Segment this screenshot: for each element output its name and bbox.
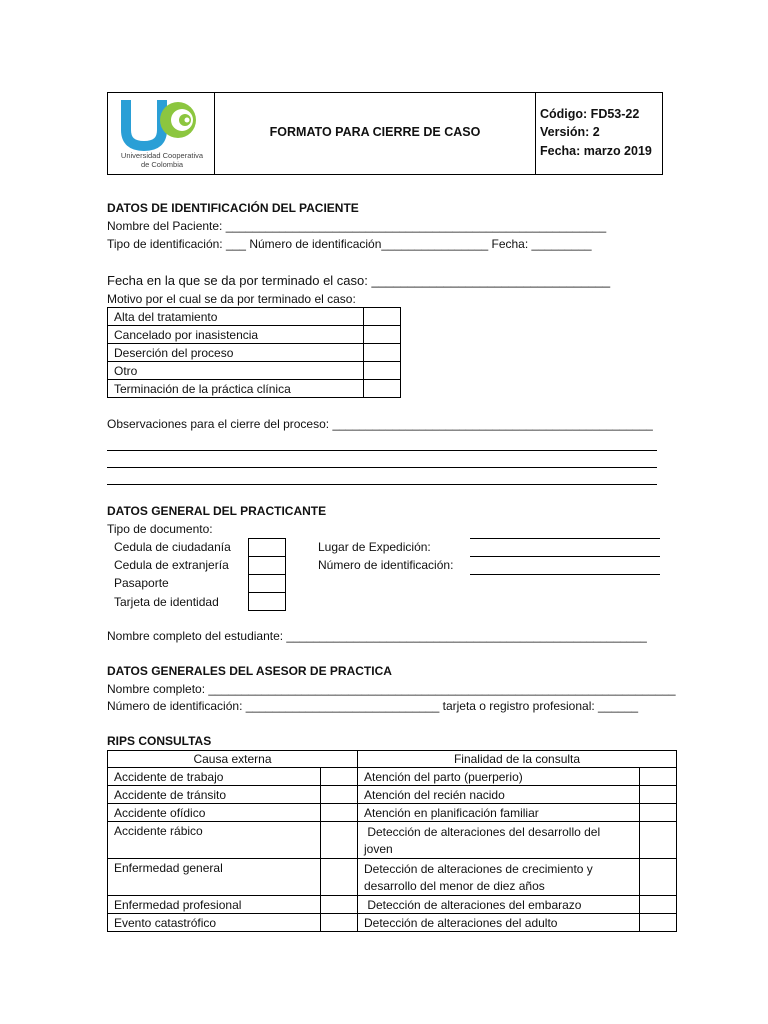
case-end-date-field[interactable]: Fecha en la que se da por terminado el caso: _________________________________	[107, 273, 611, 288]
expedition-place-line[interactable]	[470, 556, 660, 557]
university-logo	[114, 96, 210, 172]
form-title: FORMATO PARA CIERRE DE CASO	[269, 125, 481, 139]
practicante-heading: DATOS GENERAL DEL PRACTICANTE	[107, 504, 327, 518]
doc-type-label: Tipo de documento:	[107, 522, 213, 536]
reason-label: Motivo por el cual se da por terminado el caso:	[107, 292, 356, 306]
doc-option-label: Cedula de ciudadanía	[114, 540, 231, 554]
reason-checkbox[interactable]	[364, 344, 401, 362]
form-version: Versión: 2	[540, 125, 600, 139]
reason-label-cell: Otro	[108, 362, 364, 380]
rips-finalidad-line2: joven	[364, 842, 393, 856]
rips-finalidad-check[interactable]	[640, 822, 677, 859]
doc-option-label: Cedula de extranjería	[114, 558, 229, 572]
rips-causa-check[interactable]	[321, 822, 358, 859]
rips-causa-check[interactable]	[321, 914, 358, 932]
asesor-id-field[interactable]: Número de identificación: _____________________________ tarjeta o registro profesional: ______	[107, 699, 639, 713]
rips-finalidad-line1: Detección de alteraciones de crecimiento y	[364, 862, 593, 876]
id-number-label: Número de identificación:	[318, 558, 454, 572]
rips-finalidad: Atención en planificación familiar	[358, 804, 640, 822]
logo-text-2: de Colombia	[140, 160, 184, 169]
rips-finalidad-check[interactable]	[640, 768, 677, 786]
id-number-line[interactable]	[470, 574, 660, 575]
doc-option-label: Pasaporte	[114, 576, 169, 590]
doc-checkbox[interactable]	[248, 574, 286, 593]
rips-finalidad-line1: Detección de alteraciones del desarrollo del	[364, 825, 601, 839]
rips-col-causa: Causa externa	[108, 751, 358, 768]
observations-line[interactable]	[107, 467, 657, 468]
header-box	[107, 92, 663, 175]
reason-checkbox[interactable]	[364, 308, 401, 326]
rips-causa-check[interactable]	[321, 768, 358, 786]
rips-heading: RIPS CONSULTAS	[107, 734, 212, 748]
reason-checkbox[interactable]	[364, 362, 401, 380]
asesor-heading: DATOS GENERALES DEL ASESOR DE PRACTICA	[107, 664, 392, 678]
form-code: Código: FD53-22	[540, 107, 640, 121]
rips-causa: Evento catastrófico	[108, 914, 321, 932]
rips-finalidad: Detección de alteraciones del adulto	[358, 914, 640, 932]
rips-causa: Accidente ofídico	[108, 804, 321, 822]
rips-causa: Enfermedad profesional	[108, 896, 321, 914]
rips-finalidad-check[interactable]	[640, 859, 677, 896]
doc-option-label: Tarjeta de identidad	[114, 595, 219, 609]
rips-causa: Enfermedad general	[108, 859, 321, 896]
rips-causa-check[interactable]	[321, 859, 358, 896]
reason-checkbox[interactable]	[364, 326, 401, 344]
patient-name-field[interactable]: Nombre del Paciente: _________________________________________________________	[107, 219, 607, 233]
rips-causa: Accidente rábico	[108, 822, 321, 859]
form-date: Fecha: marzo 2019	[540, 144, 652, 158]
logo-text-1: Universidad Cooperativa	[120, 151, 204, 160]
rips-col-finalidad: Finalidad de la consulta	[358, 751, 677, 768]
rips-finalidad: Detección de alteraciones del embarazo	[358, 896, 640, 914]
doc-checkbox[interactable]	[248, 592, 286, 611]
doc-checkbox[interactable]	[248, 538, 286, 557]
reason-checkbox[interactable]	[364, 380, 401, 398]
practicante-line[interactable]	[470, 538, 660, 539]
expedition-place-label: Lugar de Expedición:	[318, 540, 431, 554]
reason-label-cell: Cancelado por inasistencia	[108, 326, 364, 344]
rips-finalidad: Atención del parto (puerperio)	[358, 768, 640, 786]
observations-line[interactable]	[107, 484, 657, 485]
reason-table	[107, 307, 401, 398]
rips-finalidad-check[interactable]	[640, 804, 677, 822]
rips-finalidad-multiline	[358, 859, 640, 896]
observations-line[interactable]	[107, 450, 657, 451]
patient-heading: DATOS DE IDENTIFICACIÓN DEL PACIENTE	[107, 201, 359, 215]
doc-checkbox[interactable]	[248, 556, 286, 575]
rips-finalidad-check[interactable]	[640, 896, 677, 914]
rips-causa: Accidente de tránsito	[108, 786, 321, 804]
rips-causa-check[interactable]	[321, 804, 358, 822]
asesor-name-field[interactable]: Nombre completo: ______________________________________________________________________	[107, 682, 676, 696]
rips-table	[107, 750, 677, 932]
rips-causa-check[interactable]	[321, 896, 358, 914]
rips-finalidad-multiline	[358, 822, 640, 859]
rips-finalidad: Atención del recién nacido	[358, 786, 640, 804]
rips-finalidad-line2: desarrollo del menor de diez años	[364, 879, 545, 893]
patient-id-field[interactable]: Tipo de identificación: ___ Número de identificación________________ Fecha: _________	[107, 237, 592, 251]
rips-causa-check[interactable]	[321, 786, 358, 804]
reason-label-cell: Deserción del proceso	[108, 344, 364, 362]
rips-finalidad-check[interactable]	[640, 914, 677, 932]
rips-causa: Accidente de trabajo	[108, 768, 321, 786]
student-name-field[interactable]: Nombre completo del estudiante: ______________________________________________________	[107, 629, 647, 643]
reason-label-cell: Terminación de la práctica clínica	[108, 380, 364, 398]
observations-field[interactable]: Observaciones para el cierre del proceso: ________________________________________________	[107, 417, 653, 431]
rips-finalidad-check[interactable]	[640, 786, 677, 804]
reason-label-cell: Alta del tratamiento	[108, 308, 364, 326]
